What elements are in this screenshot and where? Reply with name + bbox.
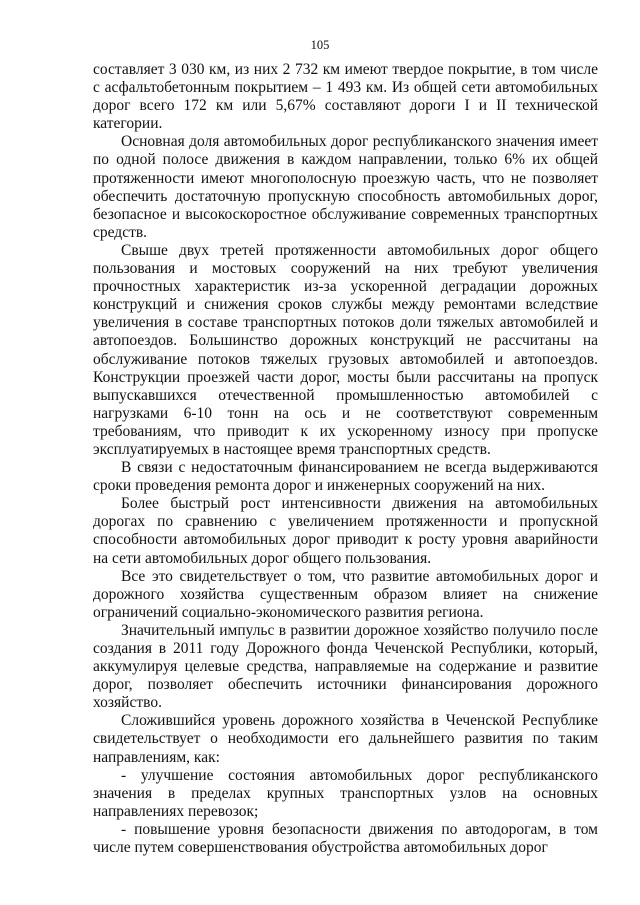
paragraph-road-share: Основная доля автомобильных дорог республиканского значения имеет по одной полосе движения в каждом направлении, только 6% их общей протяженности имеют многополосную проезжую часть, что не позволяет обеспечить достаточную пропускную способность автомобильных дорог, безопасное и высокоскоростное обслуживание современных транспортных средств. bbox=[93, 133, 598, 241]
list-item-improvement: - улучшение состояния автомобильных дорог республиканского значения в пределах крупных транспортных узлов на основных направлениях перевозок; bbox=[93, 766, 598, 820]
paragraph-directions: Сложившийся уровень дорожного хозяйства в Чеченской Республике свидетельствует о необходимости его дальнейшего развития по таким направлениям, как: bbox=[93, 712, 598, 766]
paragraph-road-fund: Значительный импульс в развитии дорожное хозяйство получило после создания в 2011 году Дорожного фонда Чеченской Республики, который, аккумулируя целевые средства, направляемые на содержание и развитие дорог, позволяет обеспечить источники финансирования дорожного хозяйство. bbox=[93, 621, 598, 712]
paragraph-structures: Свыше двух третей протяженности автомобильных дорог общего пользования и мостовых сооружений на них требуют увеличения прочностных характеристик из-за ускоренной деградации дорожных конструкций и снижения сроков службы между ремонтами вследствие увеличения в составе транспортных потоков доли тяжелых автомобилей и автопоездов. Большинство дорожных конструкций не рассчитаны на обслуживание потоков тяжелых грузовых автомобилей и автопоездов. Конструкции проезжей части дорог, мосты были рассчитаны на пропуск выпускавшихся отечественной промышленностью автомобилей с нагрузками 6-10 тонн на ось и не соответствуют современным требованиям, что приводит к их ускоренному износу при пропуске эксплуатируемых в настоящее время транспортных средств. bbox=[93, 241, 598, 458]
page-number: 105 bbox=[310, 38, 330, 52]
paragraph-traffic-growth: Более быстрый рост интенсивности движения на автомобильных дорогах по сравнению с увеличением протяженности и пропускной способности автомобильных дорог приводит к росту уровня аварийности на сети автомобильных дорог общего пользования. bbox=[93, 495, 598, 567]
document-body bbox=[93, 61, 598, 857]
paragraph-continuation: составляет 3 030 км, из них 2 732 км имеют твердое покрытие, в том числе с асфальтобетонным покрытием – 1 493 км. Из общей сети автомобильных дорог всего 172 км или 5,67% составляют дороги I и II технической категории. bbox=[93, 61, 598, 133]
list-item-safety: - повышение уровня безопасности движения по автодорогам, в том числе путем совершенствования обустройства автомобильных дорог bbox=[93, 820, 598, 857]
paragraph-development: Все это свидетельствует о том, что развитие автомобильных дорог и дорожного хозяйства существенным образом влияет на снижение ограничений социально-экономического развития региона. bbox=[93, 567, 598, 621]
paragraph-financing: В связи с недостаточным финансированием не всегда выдерживаются сроки проведения ремонта дорог и инженерных сооружений на них. bbox=[93, 459, 598, 495]
